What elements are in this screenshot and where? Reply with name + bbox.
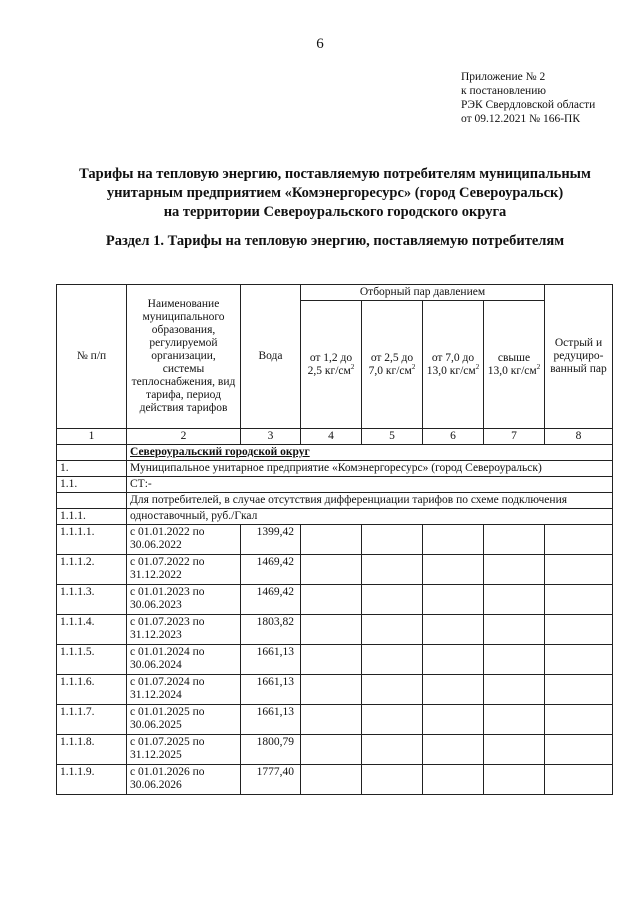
- water-tariff-cell: 1661,13: [241, 705, 301, 735]
- tariff-row: [57, 555, 613, 585]
- section-title: Раздел 1. Тарифы на тепловую энергию, поставляемую потребителям: [105, 233, 565, 249]
- empty-cell: [301, 615, 362, 645]
- row-number: 1.1.1.8.: [57, 735, 127, 765]
- period-cell: с 01.07.2024 по 31.12.2024: [127, 675, 241, 705]
- document-title: [60, 165, 610, 222]
- empty-cell: [423, 525, 484, 555]
- period-cell: с 01.01.2024 по 30.06.2024: [127, 645, 241, 675]
- period-cell: с 01.07.2025 по 31.12.2025: [127, 735, 241, 765]
- empty-cell: [423, 675, 484, 705]
- header-steam-group: Отборный пар давлением: [301, 285, 545, 301]
- row-number: 1.1.: [57, 477, 127, 493]
- empty-cell: [545, 735, 613, 765]
- column-number: 2: [127, 429, 241, 445]
- water-tariff-cell: 1661,13: [241, 675, 301, 705]
- row-number: 1.1.1.9.: [57, 765, 127, 795]
- header-pressure-1: от 1,2 до 2,5 $кг/см^2$: [301, 301, 362, 429]
- appendix-block: [461, 70, 595, 126]
- tariff-table: [56, 284, 613, 795]
- empty-cell: [545, 705, 613, 735]
- period-cell: с 01.07.2022 по 31.12.2022: [127, 555, 241, 585]
- tariff-row: [57, 585, 613, 615]
- row-number: 1.1.1.6.: [57, 675, 127, 705]
- empty-cell: [545, 555, 613, 585]
- water-tariff-cell: 1469,42: [241, 585, 301, 615]
- empty-cell: [362, 735, 423, 765]
- appendix-line: от 09.12.2021 № 166-ПК: [461, 113, 581, 125]
- tariff-row: [57, 765, 613, 795]
- tariff-row: [57, 675, 613, 705]
- header-pressure-3: от 7,0 до 13,0 $кг/см^2$: [423, 301, 484, 429]
- empty-cell: [484, 705, 545, 735]
- empty-cell: [423, 585, 484, 615]
- column-number: 7: [484, 429, 545, 445]
- empty-cell: [423, 555, 484, 585]
- empty-cell: [362, 705, 423, 735]
- empty-cell: [484, 585, 545, 615]
- water-tariff-cell: 1800,79: [241, 735, 301, 765]
- period-cell: с 01.01.2022 по 30.06.2022: [127, 525, 241, 555]
- tariff-row: [57, 705, 613, 735]
- empty-cell: [545, 525, 613, 555]
- organization-row: [57, 461, 613, 477]
- row-number: 1.1.1.4.: [57, 615, 127, 645]
- column-number: 6: [423, 429, 484, 445]
- tariff-type-name: одноставочный, руб./Гкал: [127, 509, 613, 525]
- empty-cell: [362, 615, 423, 645]
- water-tariff-cell: 1399,42: [241, 525, 301, 555]
- system-name: СТ:-: [127, 477, 613, 493]
- column-numbers-row: [57, 429, 613, 445]
- empty-cell: [301, 525, 362, 555]
- column-number: 5: [362, 429, 423, 445]
- row-number: 1.: [57, 461, 127, 477]
- empty-cell: [362, 645, 423, 675]
- header-water: Вода: [241, 285, 301, 429]
- empty-cell: [484, 615, 545, 645]
- empty-cell: [545, 585, 613, 615]
- tariff-row: [57, 615, 613, 645]
- empty-cell: [423, 615, 484, 645]
- empty-cell: [423, 765, 484, 795]
- water-tariff-cell: 1661,13: [241, 645, 301, 675]
- water-tariff-cell: 1777,40: [241, 765, 301, 795]
- empty-cell: [301, 645, 362, 675]
- empty-cell: [484, 675, 545, 705]
- row-number: 1.1.1.3.: [57, 585, 127, 615]
- empty-cell: [545, 615, 613, 645]
- empty-cell: [301, 675, 362, 705]
- empty-cell: [423, 735, 484, 765]
- water-tariff-cell: 1469,42: [241, 555, 301, 585]
- column-number: 3: [241, 429, 301, 445]
- empty-cell: [362, 585, 423, 615]
- empty-cell: [484, 645, 545, 675]
- tariff-row: [57, 525, 613, 555]
- consumers-row: [57, 493, 613, 509]
- empty-cell: [362, 675, 423, 705]
- title-line: Тарифы на тепловую энергию, поставляемую потребителям муниципальным: [79, 166, 591, 182]
- empty-cell: [545, 675, 613, 705]
- empty-cell: [545, 645, 613, 675]
- row-number: 1.1.1.7.: [57, 705, 127, 735]
- empty-cell: [301, 555, 362, 585]
- empty-cell: [362, 525, 423, 555]
- header-pressure-2: от 2,5 до 7,0 $кг/см^2$: [362, 301, 423, 429]
- column-number: 1: [57, 429, 127, 445]
- tariff-row: [57, 735, 613, 765]
- row-number: 1.1.1.5.: [57, 645, 127, 675]
- column-number: 4: [301, 429, 362, 445]
- empty-cell: [362, 555, 423, 585]
- water-tariff-cell: 1803,82: [241, 615, 301, 645]
- row-number: 1.1.1.2.: [57, 555, 127, 585]
- empty-cell: [57, 493, 127, 509]
- tariff-type-row: [57, 509, 613, 525]
- period-cell: с 01.07.2023 по 31.12.2023: [127, 615, 241, 645]
- header-name: Наименование муниципального образования, регулируемой организации, системы теплоснабжения, вид тарифа, период действия тарифов: [127, 285, 241, 429]
- period-cell: с 01.01.2025 по 30.06.2025: [127, 705, 241, 735]
- title-line: унитарным предприятием «Комэнергоресурс» (город Североуральск): [106, 185, 564, 201]
- row-number: 1.1.1.1.: [57, 525, 127, 555]
- district-row: [57, 445, 613, 461]
- empty-cell: [484, 765, 545, 795]
- empty-cell: [57, 445, 127, 461]
- district-name: Североуральский городской округ: [127, 445, 613, 461]
- empty-cell: [423, 645, 484, 675]
- period-cell: с 01.01.2023 по 30.06.2023: [127, 585, 241, 615]
- empty-cell: [423, 705, 484, 735]
- empty-cell: [301, 765, 362, 795]
- empty-cell: [484, 525, 545, 555]
- page-number: 6: [316, 36, 324, 52]
- organization-name: Муниципальное унитарное предприятие «Комэнергоресурс» (город Североуральск): [127, 461, 613, 477]
- empty-cell: [362, 765, 423, 795]
- consumers-note: Для потребителей, в случае отсутствия дифференциации тарифов по схеме подключения: [127, 493, 613, 509]
- header-sharp-steam: Острый и редуциро-ванный пар: [545, 285, 613, 429]
- row-number: 1.1.1.: [57, 509, 127, 525]
- header-pressure-4: свыше 13,0 $кг/см^2$: [484, 301, 545, 429]
- period-cell: с 01.01.2026 по 30.06.2026: [127, 765, 241, 795]
- appendix-line: РЭК Свердловской области: [461, 99, 596, 111]
- empty-cell: [301, 735, 362, 765]
- empty-cell: [545, 765, 613, 795]
- header-num: № п/п: [57, 285, 127, 429]
- appendix-line: Приложение № 2: [461, 71, 546, 83]
- system-row: [57, 477, 613, 493]
- title-line: на территории Североуральского городского округа: [163, 204, 507, 220]
- column-number: 8: [545, 429, 613, 445]
- empty-cell: [484, 735, 545, 765]
- appendix-line: к постановлению: [461, 85, 546, 97]
- empty-cell: [301, 705, 362, 735]
- empty-cell: [301, 585, 362, 615]
- empty-cell: [484, 555, 545, 585]
- tariff-row: [57, 645, 613, 675]
